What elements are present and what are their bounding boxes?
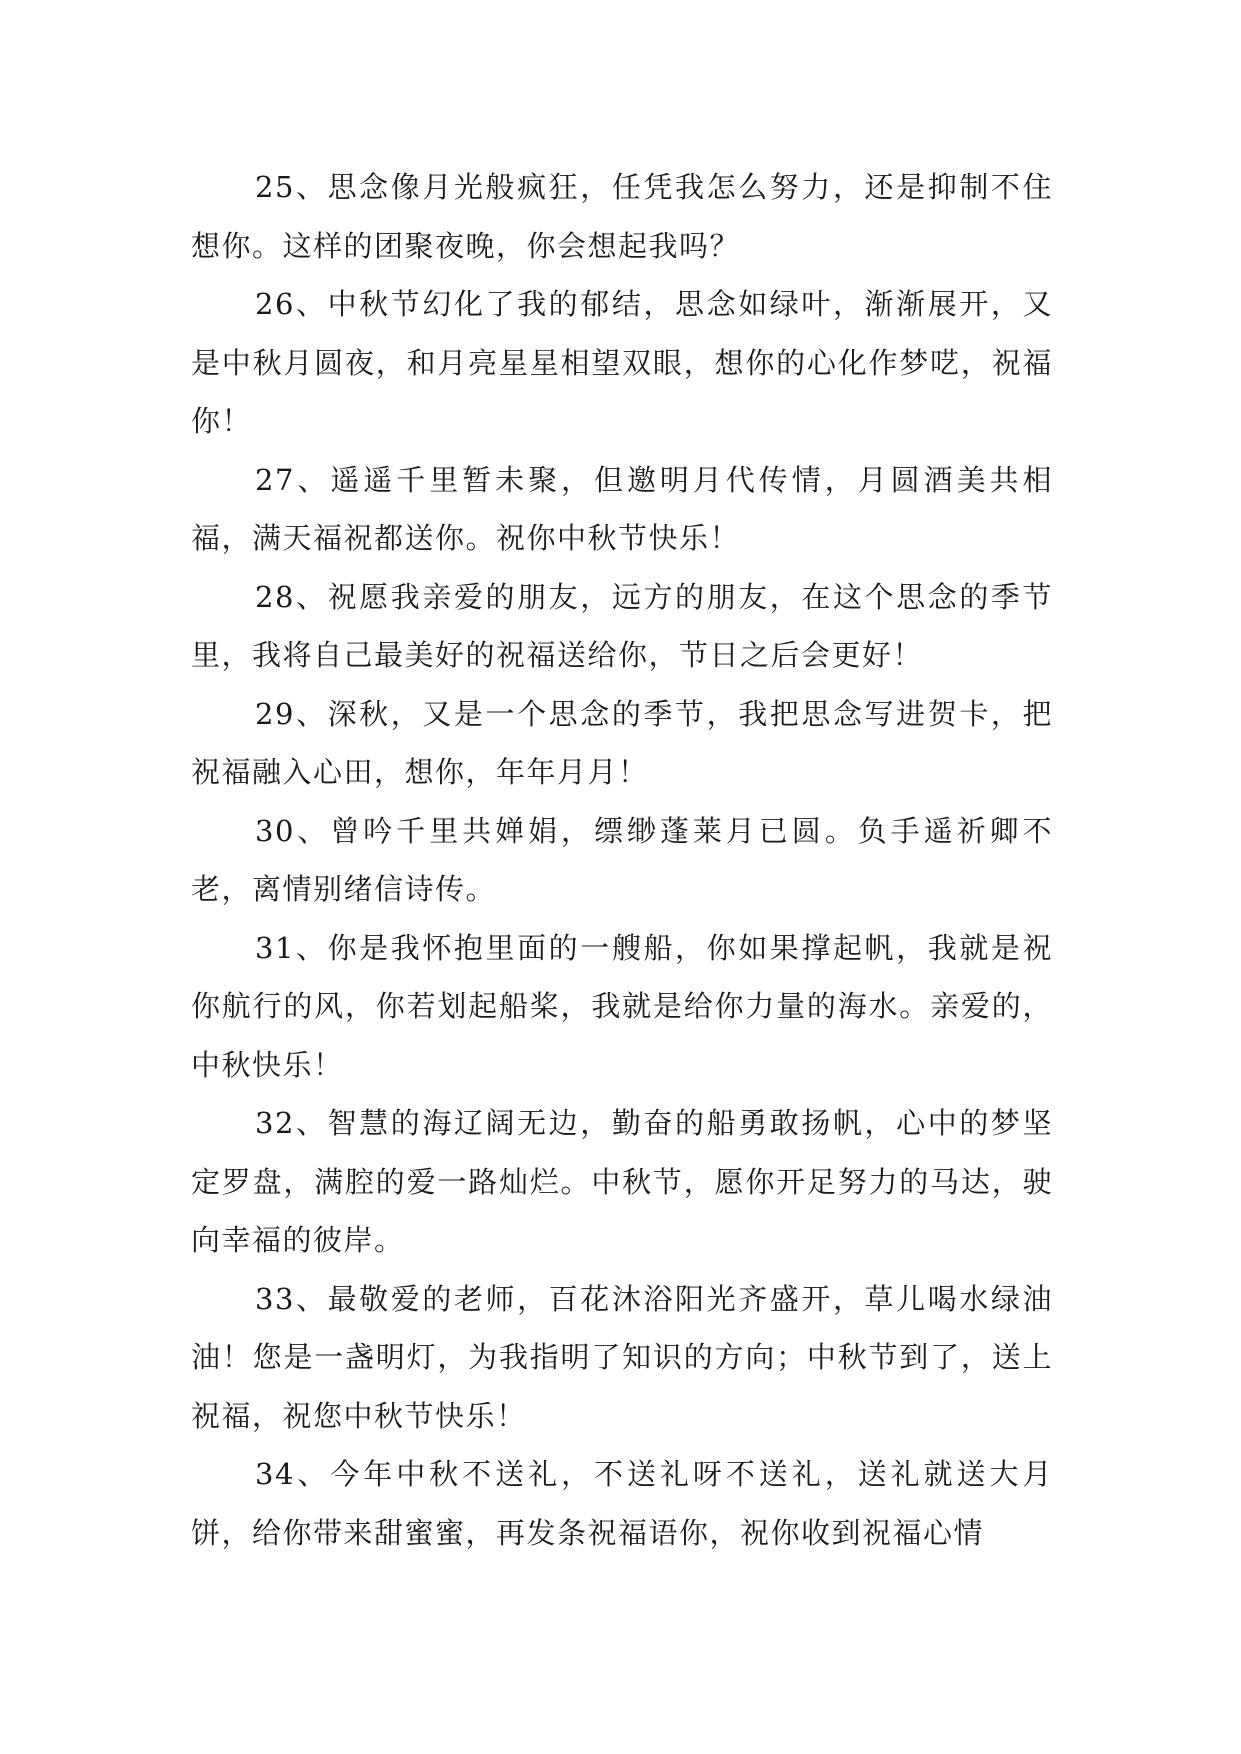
paragraph-26: 26、中秋节幻化了我的郁结，思念如绿叶，渐渐展开，又是中秋月圆夜，和月亮星星相望双眼，想你的心化作梦呓，祝福你！: [191, 287, 1053, 438]
document-body: [191, 158, 1053, 1562]
paragraph-34: 34、今年中秋不送礼，不送礼呀不送礼，送礼就送大月饼，给你带来甜蜜蜜，再发条祝福语你，祝你收到祝福心情: [191, 1457, 1053, 1550]
paragraph-25: 25、思念像月光般疯狂，任凭我怎么努力，还是抑制不住想你。这样的团聚夜晚，你会想起我吗？: [191, 170, 1053, 263]
paragraph-30: 30、曾吟千里共婵娟，缥缈蓬莱月已圆。负手遥祈卿不老，离情别绪信诗传。: [191, 813, 1053, 906]
paragraph-31: 31、你是我怀抱里面的一艘船，你如果撑起帆，我就是祝你航行的风，你若划起船桨，我就是给你力量的海水。亲爱的，中秋快乐！: [191, 930, 1053, 1082]
paragraph-27: 27、遥遥千里暂未聚，但邀明月代传情，月圆酒美共相福，满天福祝都送你。祝你中秋节快乐！: [191, 462, 1053, 555]
paragraph-32: 32、智慧的海辽阔无边，勤奋的船勇敢扬帆，心中的梦坚定罗盘，满腔的爱一路灿烂。中秋节，愿你开足努力的马达，驶向幸福的彼岸。: [191, 1106, 1053, 1257]
paragraph-28: 28、祝愿我亲爱的朋友，远方的朋友，在这个思念的季节里，我将自己最美好的祝福送给你，节日之后会更好！: [191, 579, 1053, 672]
paragraph-29: 29、深秋，又是一个思念的季节，我把思念写进贺卡，把祝福融入心田，想你，年年月月！: [191, 696, 1053, 789]
paragraph-33: 33、最敬爱的老师，百花沐浴阳光齐盛开，草儿喝水绿油油！您是一盏明灯，为我指明了知识的方向；中秋节到了，送上祝福，祝您中秋节快乐！: [191, 1281, 1053, 1433]
